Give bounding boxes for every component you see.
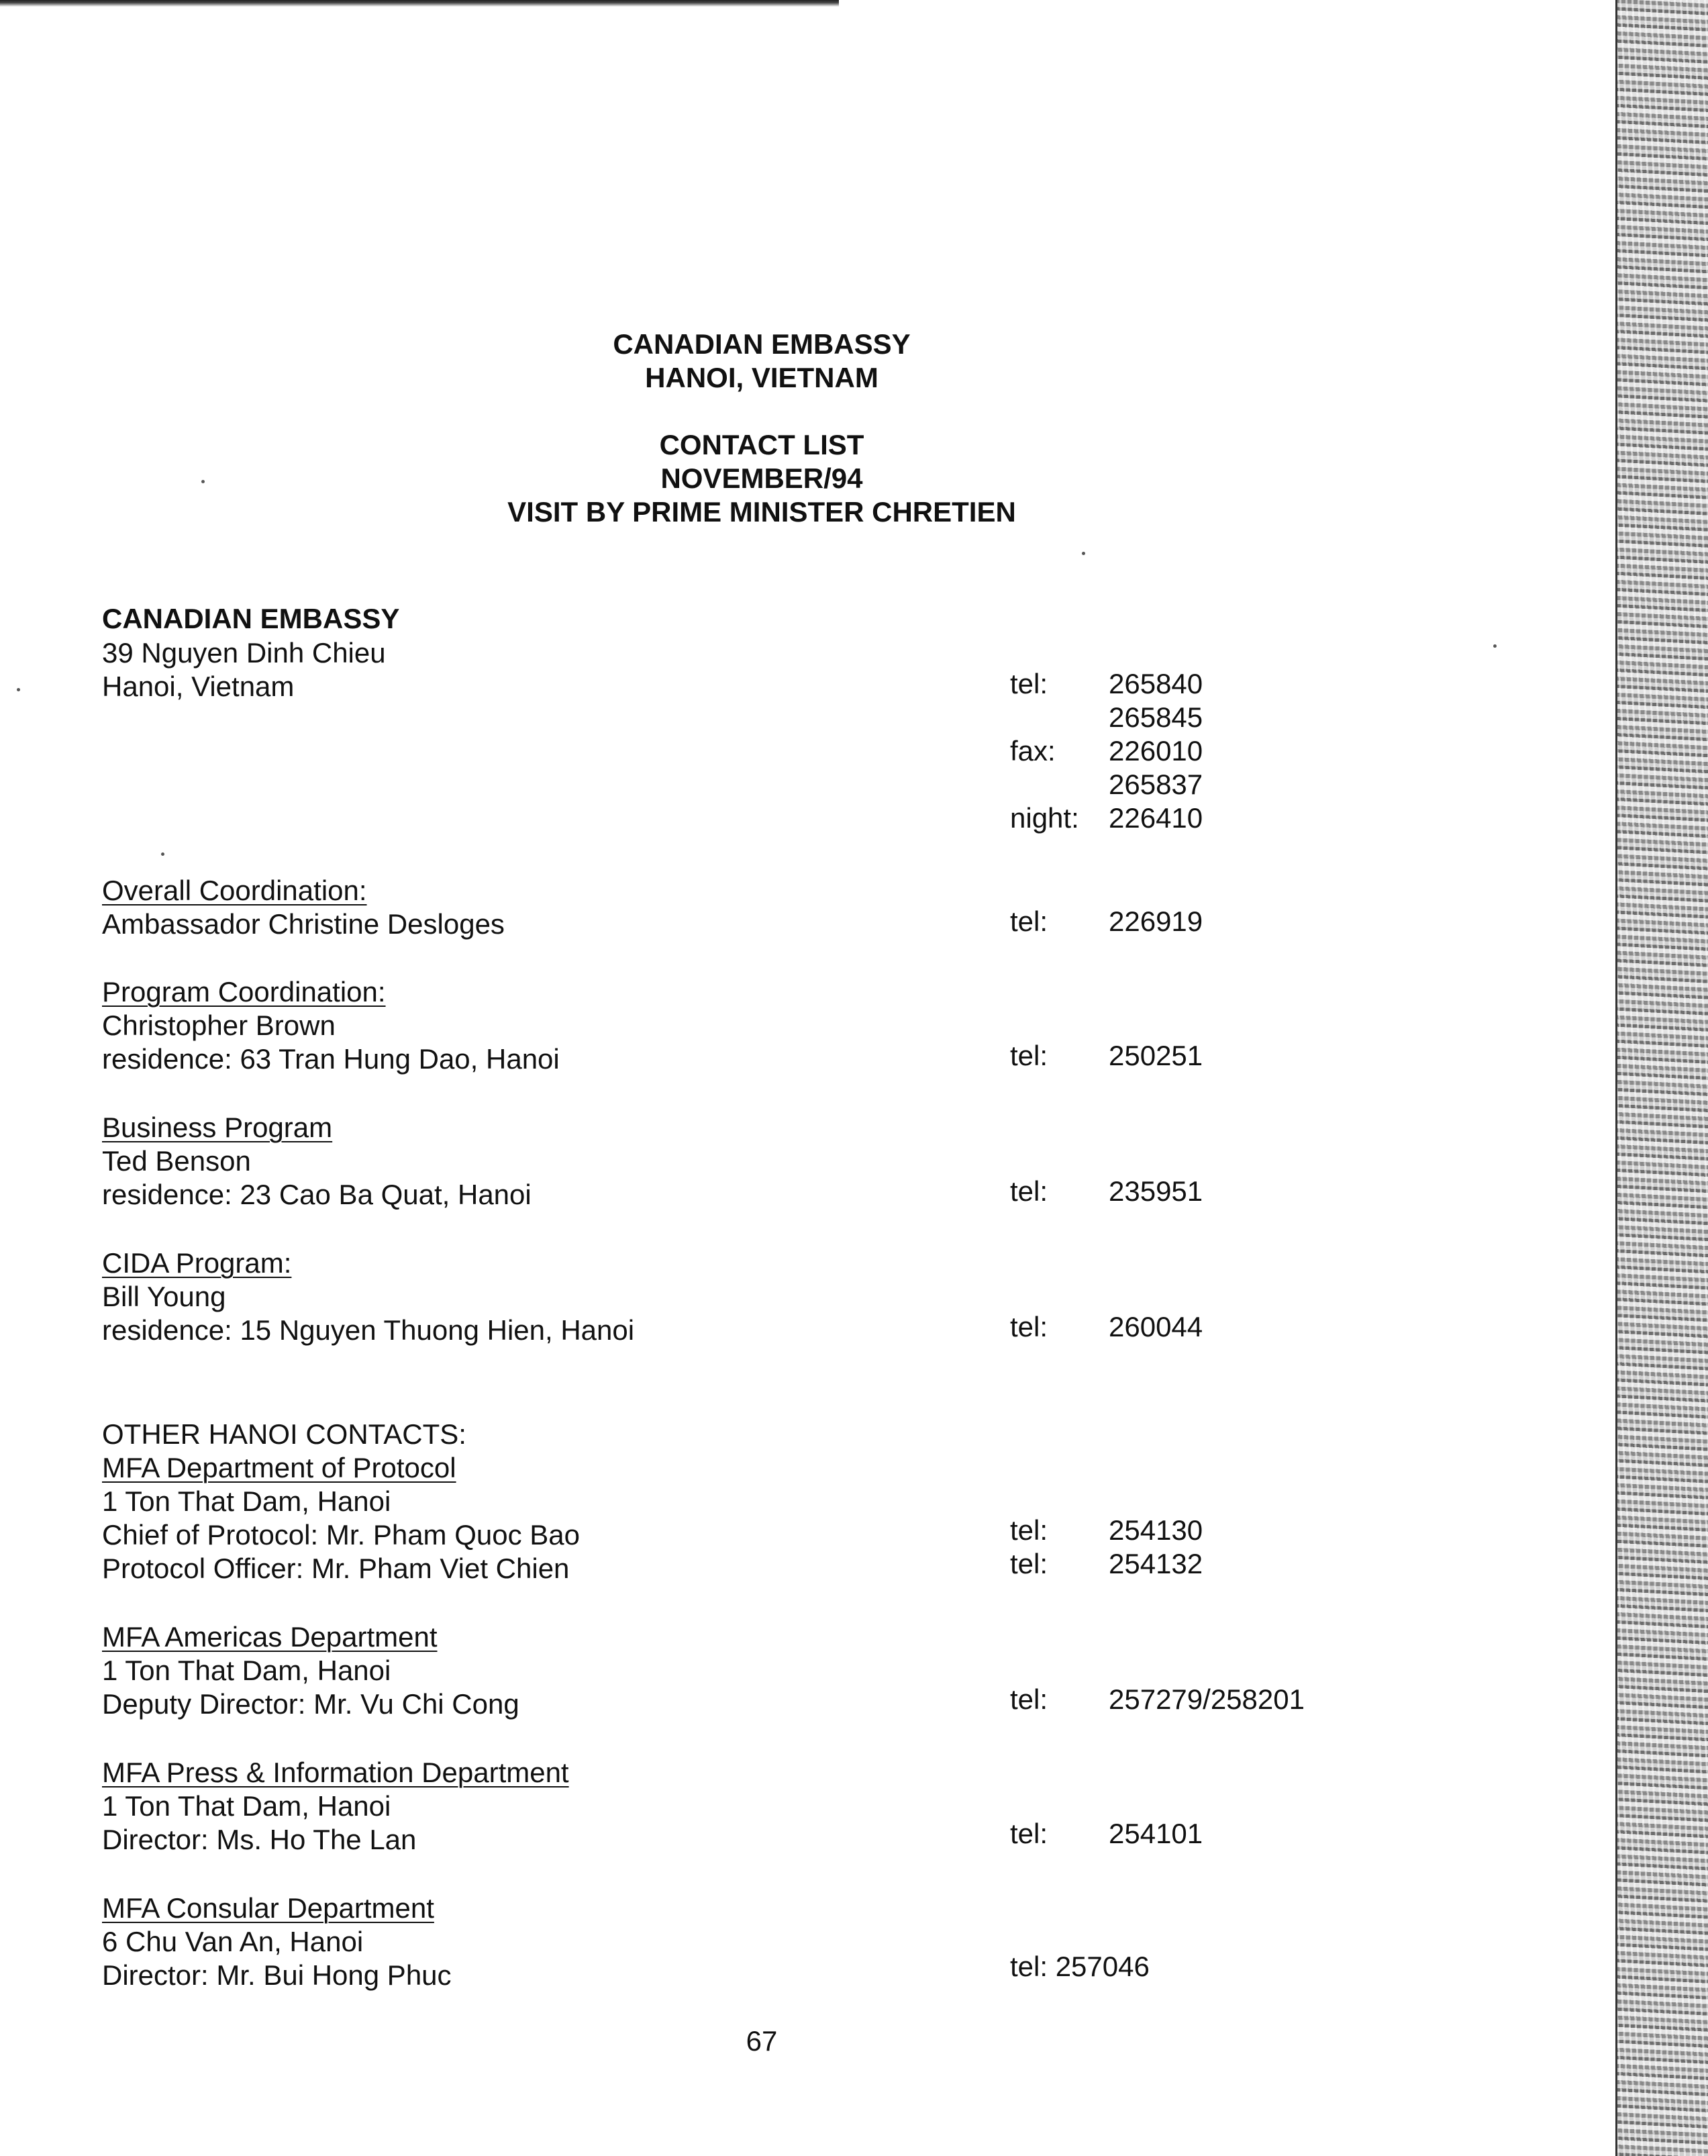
press-address: 1 Ton That Dam, Hanoi <box>102 1790 391 1822</box>
press-heading: MFA Press & Information Department <box>102 1757 569 1788</box>
business-tel: 235951 <box>1109 1175 1203 1207</box>
scan-binding-edge <box>1615 0 1708 2156</box>
protocol-chief-tel: 254130 <box>1109 1514 1203 1546</box>
overall-tel: 226919 <box>1109 905 1203 937</box>
other-contacts-heading: OTHER HANOI CONTACTS: <box>102 1418 466 1450</box>
protocol-officer-tel-label: tel: <box>1010 1548 1048 1579</box>
consular-person: Director: Mr. Bui Hong Phuc <box>102 1959 452 1991</box>
business-name: Ted Benson <box>102 1145 251 1177</box>
document-title: CONTACT LIST <box>659 429 864 460</box>
cida-residence: residence: 15 Nguyen Thuong Hien, Hanoi <box>102 1314 635 1346</box>
embassy-tel-label: tel: <box>1010 668 1048 699</box>
embassy-night-label: night: <box>1010 802 1079 834</box>
embassy-fax-label: fax: <box>1010 735 1056 767</box>
protocol-chief: Chief of Protocol: Mr. Pham Quoc Bao <box>102 1519 580 1551</box>
header-org: CANADIAN EMBASSY <box>613 328 911 360</box>
program-heading: Program Coordination: <box>102 976 386 1008</box>
protocol-address: 1 Ton That Dam, Hanoi <box>102 1485 391 1517</box>
embassy-fax-1: 226010 <box>1109 735 1203 767</box>
americas-tel: 257279/258201 <box>1109 1683 1305 1715</box>
overall-name: Ambassador Christine Desloges <box>102 908 505 940</box>
protocol-officer: Protocol Officer: Mr. Pham Viet Chien <box>102 1553 570 1584</box>
business-heading: Business Program <box>102 1112 333 1143</box>
document-date: NOVEMBER/94 <box>660 462 863 494</box>
press-tel: 254101 <box>1109 1818 1203 1849</box>
scan-speck <box>161 852 164 856</box>
scan-top-edge <box>0 0 839 7</box>
embassy-street: 39 Nguyen Dinh Chieu <box>102 637 386 669</box>
cida-tel: 260044 <box>1109 1311 1203 1342</box>
americas-tel-label: tel: <box>1010 1683 1048 1715</box>
header-city: HANOI, VIETNAM <box>645 362 878 393</box>
press-person: Director: Ms. Ho The Lan <box>102 1824 417 1855</box>
program-tel: 250251 <box>1109 1040 1203 1071</box>
cida-tel-label: tel: <box>1010 1311 1048 1342</box>
business-residence: residence: 23 Cao Ba Quat, Hanoi <box>102 1179 532 1210</box>
press-tel-label: tel: <box>1010 1818 1048 1849</box>
program-name: Christopher Brown <box>102 1010 336 1041</box>
program-residence: residence: 63 Tran Hung Dao, Hanoi <box>102 1043 560 1075</box>
americas-heading: MFA Americas Department <box>102 1621 438 1653</box>
overall-heading: Overall Coordination: <box>102 875 367 906</box>
americas-address: 1 Ton That Dam, Hanoi <box>102 1655 391 1686</box>
americas-person: Deputy Director: Mr. Vu Chi Cong <box>102 1688 519 1720</box>
embassy-name: CANADIAN EMBASSY <box>102 603 400 634</box>
overall-tel-label: tel: <box>1010 905 1048 937</box>
page-number: 67 <box>746 2025 778 2057</box>
embassy-tel-1: 265840 <box>1109 668 1203 699</box>
protocol-heading: MFA Department of Protocol <box>102 1452 456 1483</box>
embassy-city: Hanoi, Vietnam <box>102 671 295 702</box>
document-title-block <box>0 428 1523 529</box>
consular-address: 6 Chu Van An, Hanoi <box>102 1926 364 1957</box>
document-subtitle: VISIT BY PRIME MINISTER CHRETIEN <box>507 496 1016 528</box>
scan-speck <box>1082 552 1085 555</box>
document-header <box>0 328 1523 395</box>
embassy-night: 226410 <box>1109 802 1203 834</box>
embassy-fax-2: 265837 <box>1109 769 1203 800</box>
consular-heading: MFA Consular Department <box>102 1892 434 1924</box>
consular-tel: tel: 257046 <box>1010 1951 1150 1982</box>
embassy-tel-2: 265845 <box>1109 701 1203 733</box>
cida-heading: CIDA Program: <box>102 1247 292 1279</box>
program-tel-label: tel: <box>1010 1040 1048 1071</box>
protocol-chief-tel-label: tel: <box>1010 1514 1048 1546</box>
scan-speck <box>1493 644 1497 648</box>
scan-speck <box>17 688 20 691</box>
protocol-officer-tel: 254132 <box>1109 1548 1203 1579</box>
cida-name: Bill Young <box>102 1281 226 1312</box>
business-tel-label: tel: <box>1010 1175 1048 1207</box>
